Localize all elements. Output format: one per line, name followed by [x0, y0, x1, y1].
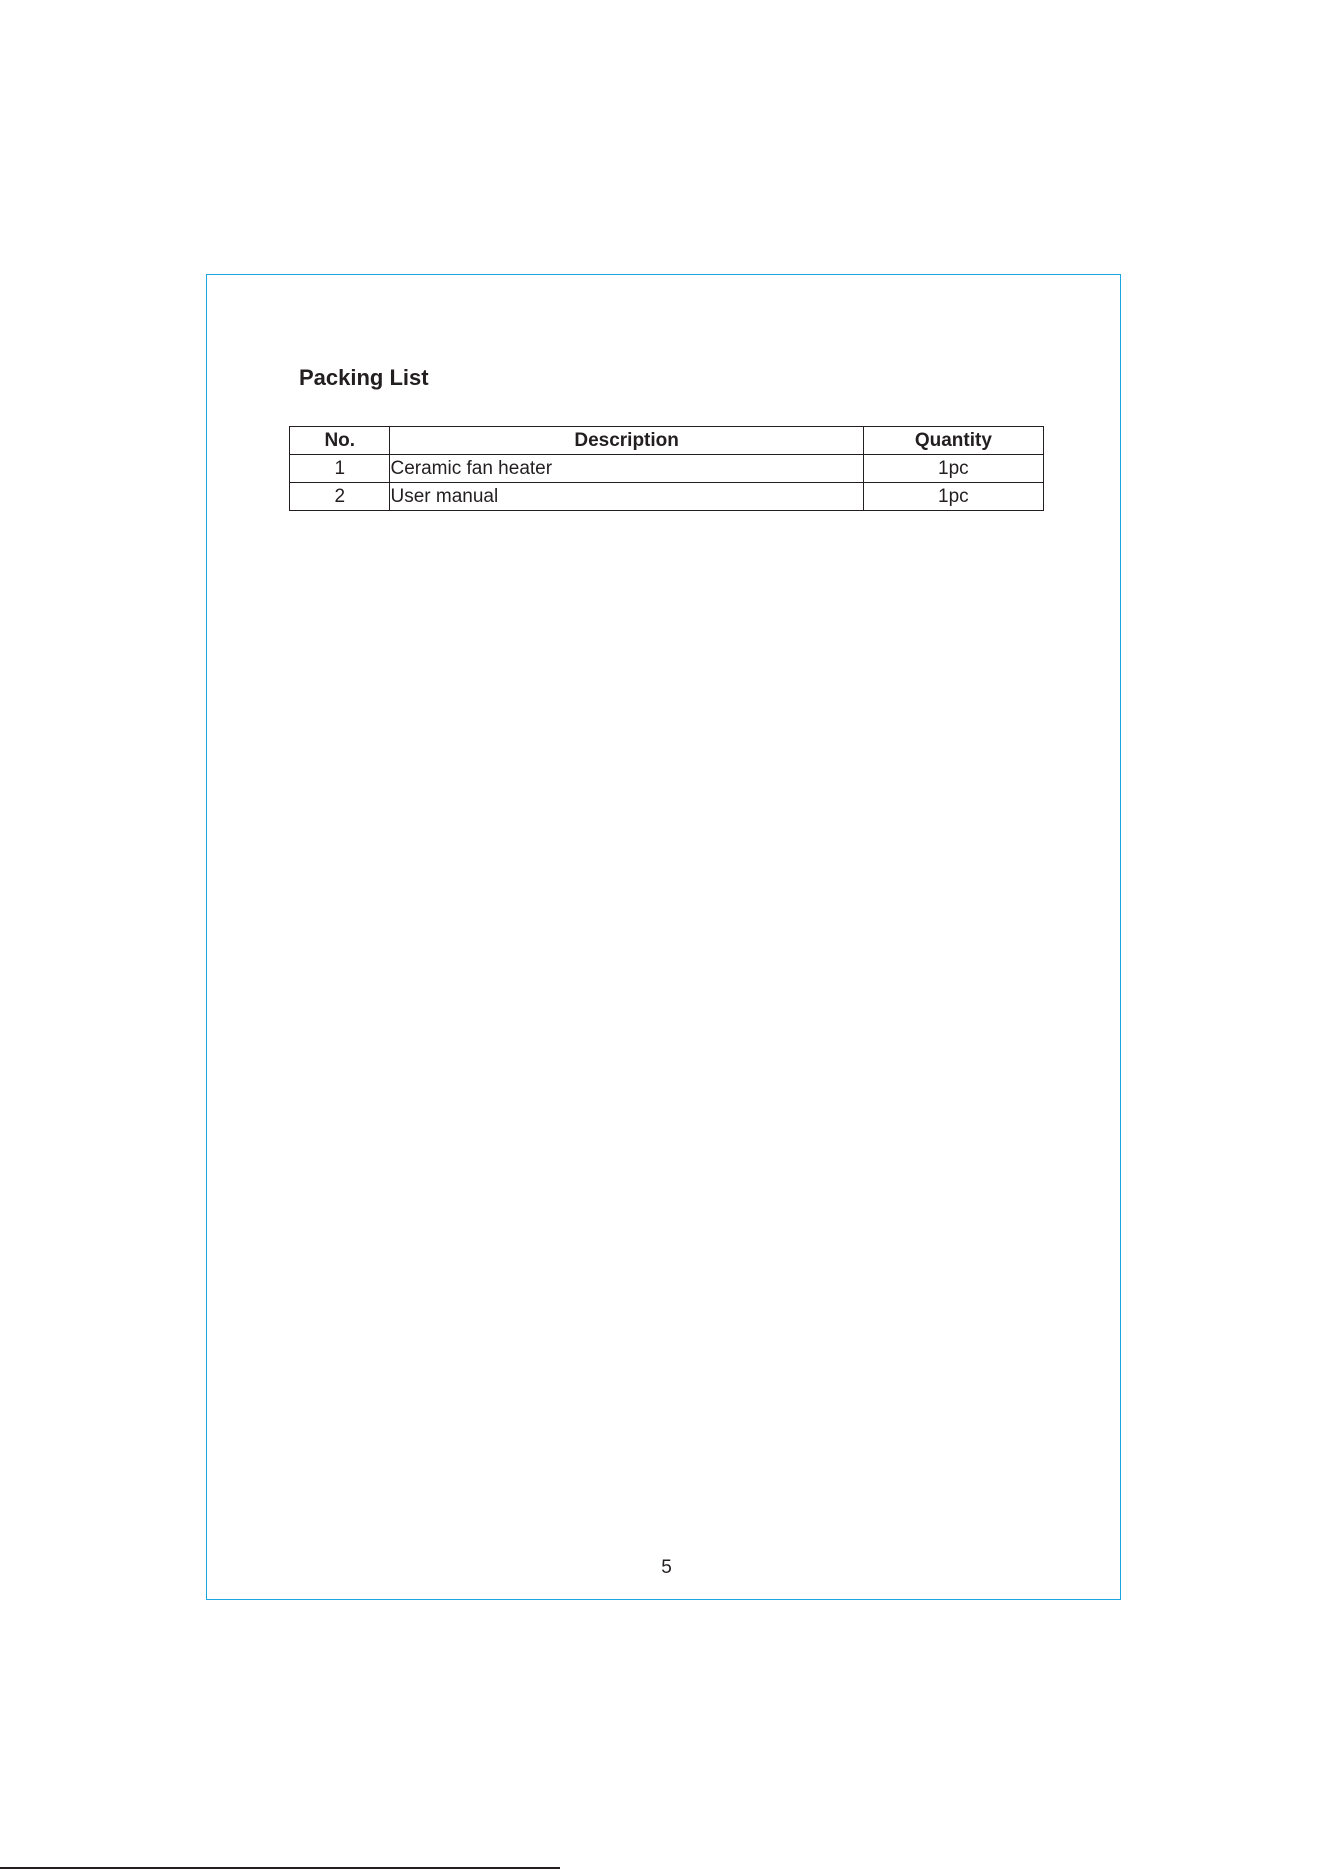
column-header-no: No. — [290, 427, 390, 455]
cell-quantity: 1pc — [863, 483, 1043, 511]
table-row — [290, 483, 1044, 511]
cell-no: 1 — [290, 455, 390, 483]
cell-description: User manual — [390, 483, 863, 511]
section-title: Packing List — [299, 365, 429, 390]
column-header-quantity: Quantity — [863, 427, 1043, 455]
cell-description: Ceramic fan heater — [390, 455, 863, 483]
cell-no: 2 — [290, 483, 390, 511]
table-row — [290, 455, 1044, 483]
column-header-description: Description — [390, 427, 863, 455]
table-header-row — [290, 427, 1044, 455]
cell-quantity: 1pc — [863, 455, 1043, 483]
bottom-divider — [0, 1867, 560, 1869]
page-number: 5 — [661, 1557, 672, 1578]
packing-list-table — [289, 426, 1044, 511]
